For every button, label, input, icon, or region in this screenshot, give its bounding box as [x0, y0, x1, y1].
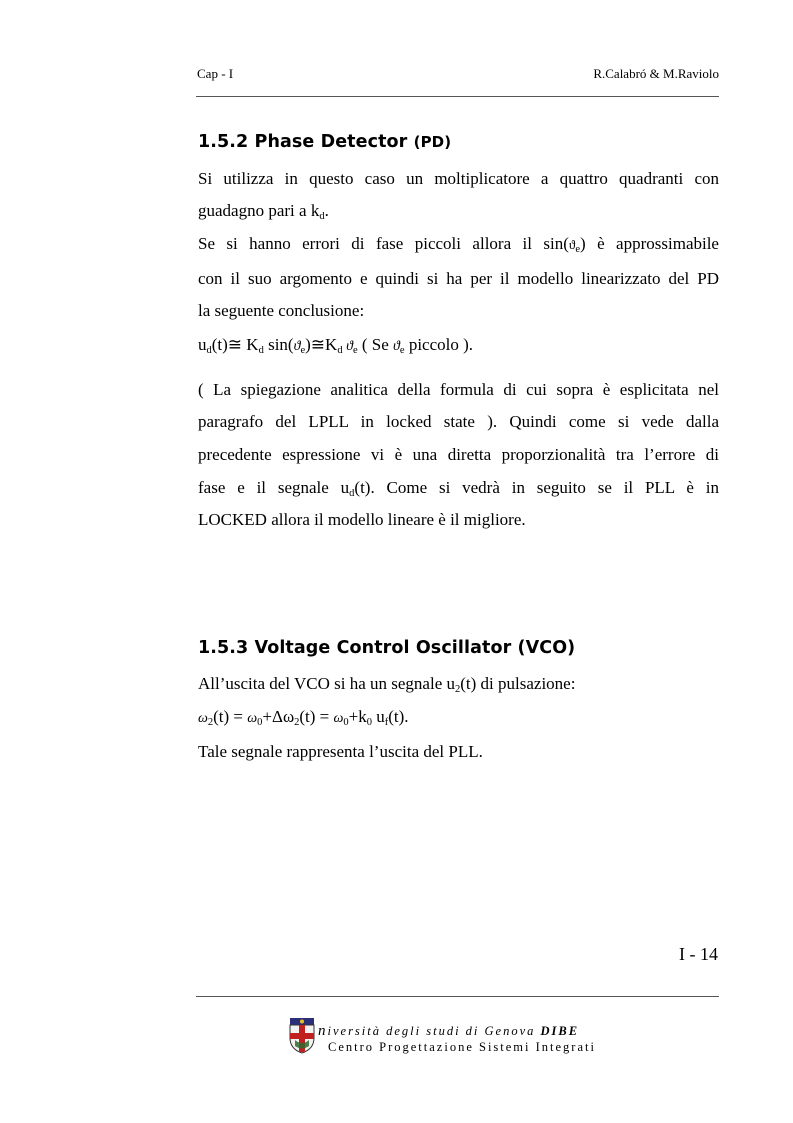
- footer-university: niversità degli studi di Genova DIBE: [318, 1023, 580, 1039]
- vco-equation: $\omega_2(t) = \omega_0+\Delta\omega_2(t) = \omega_0+k_0$ $u_f(t)$.: [198, 707, 409, 728]
- page-number: I - 14: [679, 944, 718, 964]
- body-line: LOCKED allora il modello lineare è il migliore.: [198, 510, 526, 529]
- body-line: All’uscita del VCO si ha un segnale $u_2(t)$ di pulsazione:: [198, 674, 576, 695]
- section-title-vco: 1.5.3 Voltage Control Oscillator (VCO): [198, 638, 576, 658]
- pd-formula: $u_d(t)≅$ $K_d$ $\sin(ϑ_e)≅K_d$ $ϑ_e$ ( Se $ϑ_e$ piccolo ).: [198, 335, 474, 356]
- body-line: ( La spiegazione analitica della formula di cui sopra è esplicitata nel: [198, 380, 719, 399]
- header-chapter: Cap - I: [197, 66, 234, 81]
- footer-centre: Centro Progettazione Sistemi Integrati: [328, 1040, 596, 1054]
- body-line: con il suo argomento e quindi si ha per il modello linearizzato del PD: [198, 269, 719, 288]
- header-authors: R.Calabró & M.Raviolo: [593, 66, 719, 81]
- body-line: paragrafo del LPLL in locked state ). Quindi come si vede dalla: [198, 412, 719, 431]
- body-line: fase e il segnale $u_d(t)$. Come si vedrà in seguito se il PLL è in: [198, 478, 719, 499]
- body-line: precedente espressione vi è una diretta proporzionalità tra l’errore di: [198, 445, 719, 464]
- footer-divider: [196, 996, 719, 997]
- body-line: Tale segnale rappresenta l’uscita del PLL.: [198, 742, 483, 761]
- body-line: Se si hanno errori di fase piccoli allora il $\sin(ϑ_e)$ è approssimabile: [198, 234, 719, 255]
- body-line: guadagno pari a $k_d$.: [198, 201, 329, 222]
- body-line: Si utilizza in questo caso un moltiplicatore a quattro quadranti con: [198, 169, 719, 188]
- section-title-phase-detector: 1.5.2 Phase Detector (PD): [198, 132, 452, 152]
- university-crest-icon: [287, 1018, 317, 1054]
- header-divider: [196, 96, 719, 97]
- body-line: la seguente conclusione:: [198, 301, 365, 320]
